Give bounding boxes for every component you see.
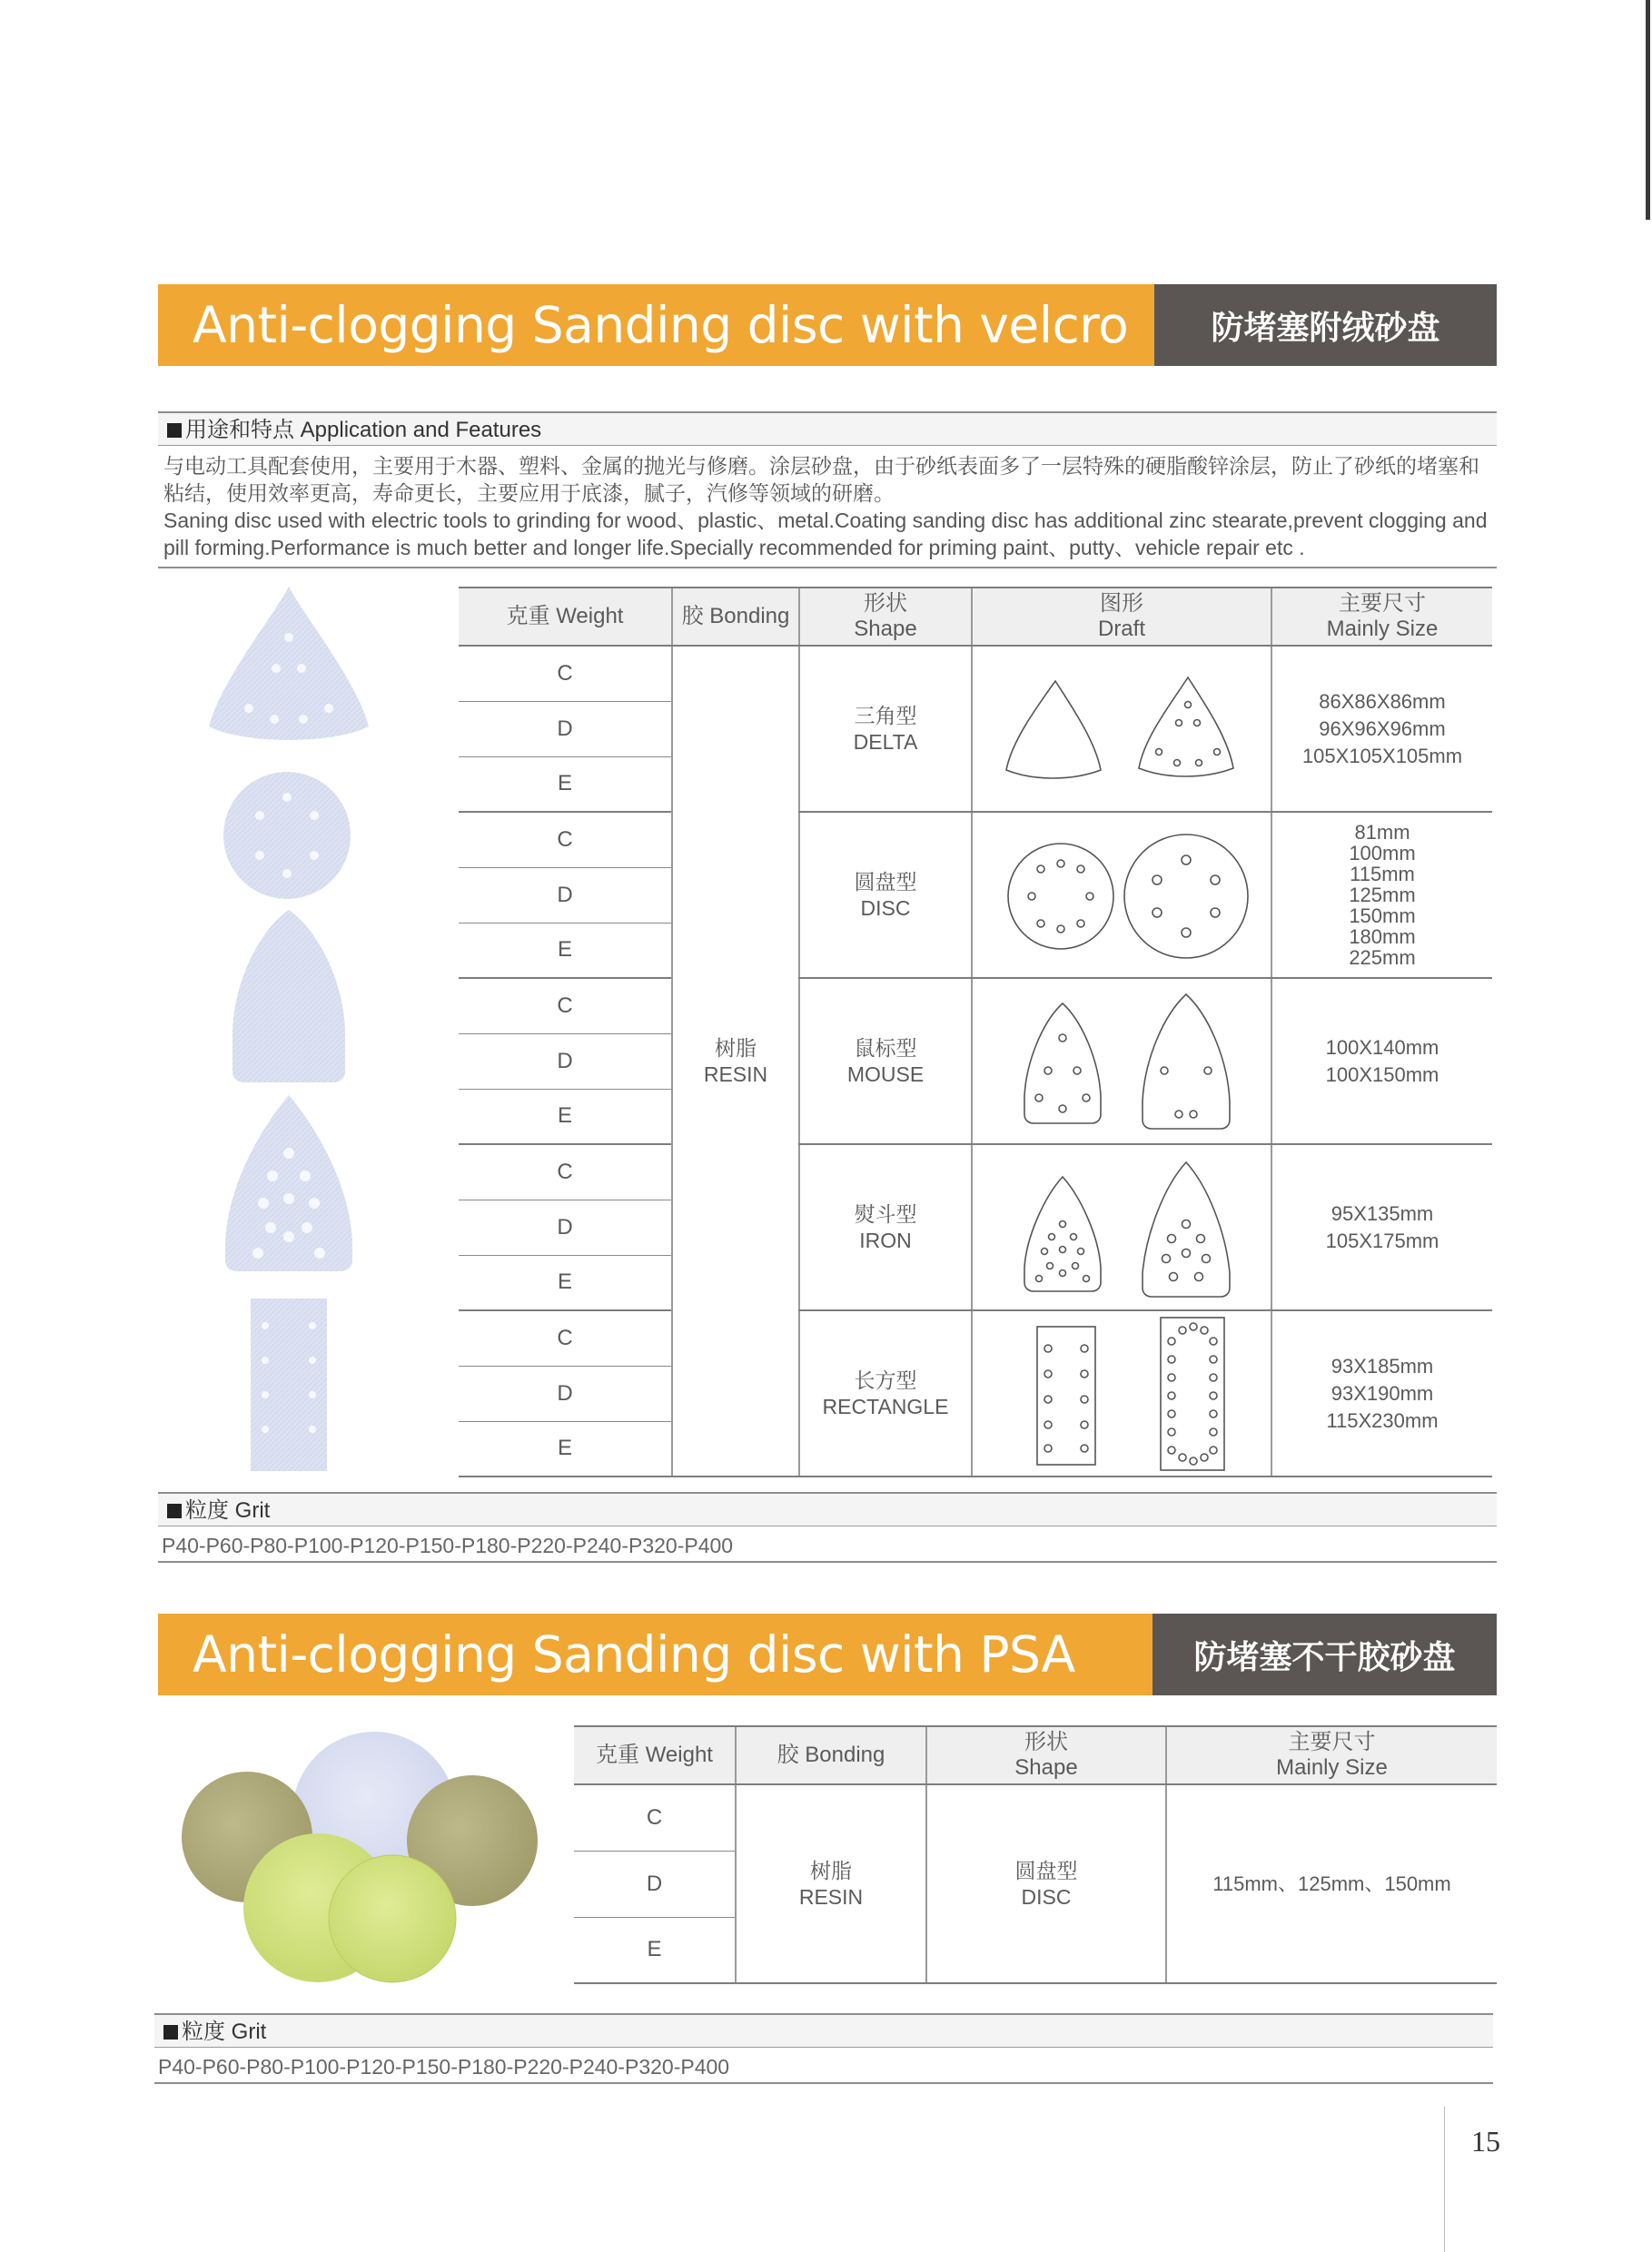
size-value: 225mm <box>1349 946 1416 969</box>
size-value: 150mm <box>1349 904 1416 927</box>
mouse-draft-icon <box>981 989 1262 1134</box>
weight-cell: D <box>459 1033 672 1089</box>
section2-banner <box>158 1614 1497 1695</box>
weight-cell: C <box>574 1784 736 1851</box>
table-header-row <box>459 588 1492 646</box>
shape-zh: 鼠标型 <box>854 1035 917 1060</box>
header-shape <box>926 1726 1166 1784</box>
shape-en: RECTANGLE <box>822 1394 949 1418</box>
grit-values: P40-P60-P80-P100-P120-P150-P180-P220-P240-P320-P400 <box>158 1528 1497 1563</box>
weight-cell: C <box>459 812 672 867</box>
rectangle-draft-icon <box>981 1314 1262 1474</box>
weight-cell: C <box>459 1144 672 1200</box>
shape-zh: 熨斗型 <box>854 1201 917 1226</box>
table-row <box>459 978 1492 1033</box>
size-value: 96X96X96mm <box>1319 716 1446 740</box>
header-shape <box>799 588 972 646</box>
section1-title: Anti-clogging Sanding disc with velcro <box>158 284 1154 366</box>
weight-cell: E <box>459 1255 672 1310</box>
section1-title-zh: 防堵塞附绒砂盘 <box>1154 284 1497 366</box>
psa-discs-photo <box>182 1730 554 1993</box>
weight-cell: E <box>459 1089 672 1144</box>
bonding-en: RESIN <box>703 1062 768 1086</box>
bonding-cell <box>672 646 799 1477</box>
size-list-iron <box>1272 1200 1492 1255</box>
header-size-zh: 主要尺寸 <box>1288 1730 1376 1754</box>
table-row <box>459 1310 1492 1366</box>
delta-draft-icon <box>981 661 1262 797</box>
features-en-text: Saning disc used with electric tools to grinding for wood、plastic、metal.Coating sanding disc has additional zinc stearate,prevent clogging and pill forming.Performance is much better and longer life.Specially recommended for priming paint、putty、vehicle repair etc . <box>163 509 1488 559</box>
size-value: 115X230mm <box>1326 1408 1439 1432</box>
size-value: 86X86X86mm <box>1319 689 1446 713</box>
header-size-en: Mainly Size <box>1326 617 1439 641</box>
table-row <box>459 646 1492 701</box>
size-list-rectangle <box>1272 1353 1492 1435</box>
features-heading <box>158 411 1497 446</box>
size-value: 100mm <box>1349 842 1416 864</box>
size-cell-rectangle <box>1271 1310 1492 1477</box>
weight-cell: C <box>459 1310 672 1366</box>
iron-draft-icon <box>981 1155 1262 1300</box>
bonding-en: RESIN <box>798 1884 864 1909</box>
weight-cell: D <box>459 867 672 923</box>
draft-disc <box>972 812 1271 978</box>
header-shape-zh: 形状 <box>864 591 907 616</box>
shape-cell-rectangle <box>799 1310 972 1477</box>
header-size-zh: 主要尺寸 <box>1339 591 1426 616</box>
header-bonding: 胶 Bonding <box>736 1726 926 1784</box>
grit-heading-text: 粒度 Grit <box>182 2020 267 2044</box>
iron-sample-image <box>225 1095 352 1271</box>
grit-heading-text: 粒度 Grit <box>185 1498 271 1523</box>
shape-en: IRON <box>859 1228 912 1252</box>
draft-iron <box>972 1144 1271 1310</box>
table-row <box>459 812 1492 867</box>
header-size <box>1271 588 1492 646</box>
size-value: 180mm <box>1349 925 1416 948</box>
section2-title-zh: 防堵塞不干胶砂盘 <box>1152 1614 1497 1695</box>
shape-zh: 三角型 <box>854 703 917 727</box>
square-bullet-icon <box>167 1504 182 1518</box>
size-value: 125mm <box>1349 884 1416 906</box>
weight-cell: E <box>459 756 672 812</box>
weight-cell: E <box>459 923 672 978</box>
shape-cell-disc <box>799 812 972 978</box>
shape-cell-iron <box>799 1144 972 1310</box>
grit-heading <box>158 1492 1497 1526</box>
size-value: 93X185mm <box>1331 1354 1434 1378</box>
grit-heading-2 <box>154 2013 1493 2048</box>
weight-cell: C <box>459 646 672 701</box>
table-header-row <box>574 1726 1497 1784</box>
product-photos <box>198 581 380 1480</box>
shape-en: MOUSE <box>846 1062 925 1086</box>
grit-values-2: P40-P60-P80-P100-P120-P150-P180-P220-P240-P320-P400 <box>154 2050 1493 2084</box>
square-bullet-icon <box>163 2025 178 2040</box>
header-draft-zh: 图形 <box>1100 591 1143 616</box>
bonding-cell <box>736 1784 926 1983</box>
weight-cell: E <box>459 1421 672 1477</box>
header-bonding: 胶 Bonding <box>672 588 799 646</box>
size-value: 105X175mm <box>1325 1229 1439 1252</box>
delta-sample-image <box>209 587 369 740</box>
weight-cell: C <box>459 978 672 1033</box>
size-list-disc <box>1272 822 1492 968</box>
shape-zh: 长方型 <box>854 1368 917 1392</box>
header-size-en: Mainly Size <box>1276 1755 1388 1780</box>
shape-zh: 圆盘型 <box>1014 1858 1078 1882</box>
size-list-delta <box>1272 688 1492 770</box>
draft-rectangle <box>972 1310 1271 1477</box>
shape-en: DISC <box>1021 1884 1072 1909</box>
header-shape-en: Shape <box>1014 1755 1078 1780</box>
header-shape-en: Shape <box>854 617 917 641</box>
header-weight: 克重 Weight <box>459 588 672 646</box>
lime-disc-image-front <box>329 1855 456 1982</box>
psa-spec-table <box>574 1725 1497 1984</box>
bonding-zh: 树脂 <box>715 1035 757 1060</box>
table-row <box>574 1784 1497 1851</box>
features-zh-text: 与电动工具配套使用，主要用于木器、塑料、金属的抛光与修磨。涂层砂盘，由于砂纸表面多了一层特殊的硬脂酸锌涂层，防止了砂纸的堵塞和粘结，使用效率更高，寿命更长，主要应用于底漆，腻子，汽修等领域的研磨。 <box>163 454 1479 505</box>
header-size <box>1166 1726 1497 1784</box>
shape-cell-disc <box>926 1784 1166 1983</box>
weight-cell: D <box>574 1851 736 1917</box>
disc-sample-image <box>223 772 351 899</box>
header-shape-zh: 形状 <box>1024 1730 1068 1754</box>
weight-cell: D <box>459 701 672 756</box>
size-value: 105X105X105mm <box>1301 744 1463 767</box>
size-value: 115mm <box>1350 863 1415 885</box>
weight-cell: D <box>459 1366 672 1421</box>
size-value: 100X140mm <box>1325 1035 1439 1059</box>
draft-mouse <box>972 978 1271 1144</box>
draft-delta <box>972 646 1271 812</box>
rectangle-sample-image <box>251 1299 327 1471</box>
size-value: 115mm、125mm、150mm <box>1212 1872 1451 1895</box>
page-edge-bar <box>1646 0 1650 220</box>
header-draft <box>972 588 1271 646</box>
size-value: 81mm <box>1354 821 1410 844</box>
section2-title: Anti-clogging Sanding disc with PSA <box>158 1614 1152 1695</box>
page-number-divider <box>1444 2107 1445 2252</box>
shape-zh: 圆盘型 <box>854 869 917 894</box>
size-value: 93X190mm <box>1331 1381 1434 1405</box>
header-draft-en: Draft <box>1097 617 1145 641</box>
disc-draft-icon <box>981 827 1262 963</box>
features-heading-text: 用途和特点 Application and Features <box>185 418 542 442</box>
shape-cell-delta <box>799 646 972 812</box>
size-value: 95X135mm <box>1331 1201 1434 1225</box>
section1-banner <box>158 284 1497 366</box>
size-cell-mouse <box>1271 978 1492 1144</box>
page-number: 15 <box>1471 2125 1500 2158</box>
divider <box>158 567 1497 568</box>
shape-en: DELTA <box>853 729 918 754</box>
size-cell <box>1166 1784 1497 1983</box>
square-bullet-icon <box>167 423 182 438</box>
table-row <box>459 1144 1492 1200</box>
size-cell-disc <box>1271 812 1492 978</box>
size-value: 100X150mm <box>1325 1062 1439 1086</box>
size-list-mouse <box>1272 1034 1492 1089</box>
size-cell-delta <box>1271 646 1492 812</box>
velcro-spec-table <box>459 587 1492 1477</box>
weight-cell: D <box>459 1200 672 1255</box>
mouse-sample-image <box>232 910 345 1082</box>
size-cell-iron <box>1271 1144 1492 1310</box>
shape-cell-mouse <box>799 978 972 1144</box>
header-weight: 克重 Weight <box>574 1726 736 1784</box>
weight-cell: E <box>574 1917 736 1983</box>
bonding-zh: 树脂 <box>810 1858 852 1882</box>
shape-en: DISC <box>860 895 911 920</box>
